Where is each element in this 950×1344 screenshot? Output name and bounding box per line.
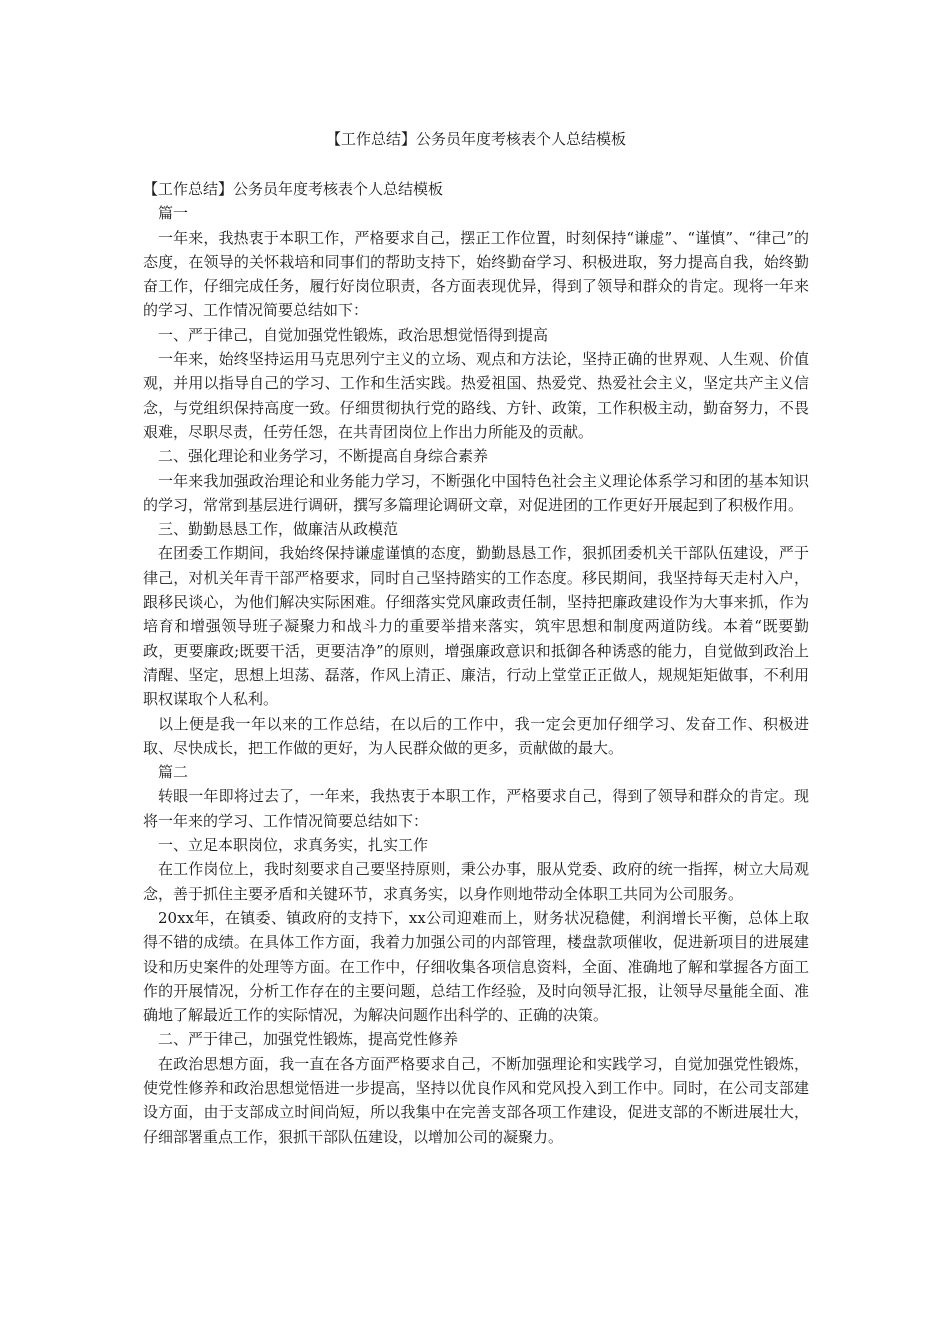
body-paragraph: 一年来，始终坚持运用马克思列宁主义的立场、观点和方法论，坚持正确的世界观、人生观、价值观，并用以指导自己的学习、工作和生活实践。热爱祖国、热爱党、热爱社会主义，坚定共产主义信念，与党组织保持高度一致。仔细贯彻执行党的路线、方针、政策，工作积极主动，勤奋努力，不畏艰难，尽职尽责，任劳任怨，在共青团岗位上作出力所能及的贡献。 [143,350,809,441]
section-heading: 一、立足本职岗位，求真务实，扎实工作 [158,836,429,855]
section-heading: 一、严于律己，自觉加强党性锻炼，政治思想觉悟得到提高 [158,325,549,344]
document-body [143,177,809,1149]
section-label: 篇二 [158,763,189,782]
body-paragraph: 转眼一年即将过去了，一年来，我热衷于本职工作，严格要求自己，得到了领导和群众的肯定。现将一年来的学习、工作情况简要总结如下： [143,787,809,830]
body-paragraph: 一年来我加强政治理论和业务能力学习，不断强化中国特色社会主义理论体系学习和团的基本知识的学习，常常到基层进行调研，撰写多篇理论调研文章，对促进团的工作更好开展起到了积极作用。 [143,471,809,514]
body-paragraph: 【工作总结】公务员年度考核表个人总结模板 [143,180,444,198]
section-heading: 二、强化理论和业务学习，不断提高自身综合素养 [158,447,489,466]
body-paragraph: 20xx年，在镇委、镇政府的支持下，xx公司迎难而上，财务状况稳健，利润增长平衡，总体上取得不错的成绩。在具体工作方面，我着力加强公司的内部管理，楼盘款项催收，促进新项目的进展建设和历史案件的处理等方面。在工作中，仔细收集各项信息资料，全面、准确地了解和掌握各方面工作的开展情况，分析工作存在的主要问题，总结工作经验，及时向领导汇报，让领导尽量能全面、准确地了解最近工作的实际情况，为解决问题作出科学的、正确的决策。 [143,908,809,1025]
section-heading: 二、严于律己，加强党性锻炼，提高党性修养 [158,1030,459,1049]
body-paragraph: 在政治思想方面，我一直在各方面严格要求自己，不断加强理论和实践学习，自觉加强党性锻炼，使党性修养和政治思想觉悟进一步提高，坚持以优良作风和党风投入到工作中。同时，在公司支部建设方面，由于支部成立时间尚短，所以我集中在完善支部各项工作建设，促进支部的不断进展壮大，仔细部署重点工作，狠抓干部队伍建设，以增加公司的凝聚力。 [143,1054,809,1146]
section-heading: 三、勤勤恳恳工作，做廉洁从政模范 [158,520,399,539]
body-paragraph: 一年来，我热衷于本职工作，严格要求自己，摆正工作位置，时刻保持“谦虚”、“谨慎”、“律己”的态度，在领导的关怀栽培和同事们的帮助支持下，始终勤奋学习、积极进取，努力提高自我，始终勤奋工作，仔细完成任务，履行好岗位职责，各方面表现优异，得到了领导和群众的肯定。现将一年来的学习、工作情况简要总结如下： [143,228,809,320]
body-paragraph: 在团委工作期间，我始终保持谦虚谨慎的态度，勤勤恳恳工作，狠抓团委机关干部队伍建设，严于律己，对机关年青干部严格要求，同时自己坚持踏实的工作态度。移民期间，我坚持每天走村入户，跟移民谈心，为他们解决实际困难。仔细落实党风廉政责任制，坚持把廉政建设作为大事来抓，作为培育和增强领导班子凝聚力和战斗力的重要举措来落实，筑牢思想和制度两道防线。本着“既要勤政，更要廉政;既要干活，更要洁净”的原则，增强廉政意识和抵御各种诱惑的能力，自觉做到政治上清醒、坚定，思想上坦荡、磊落，作风上清正、廉洁，行动上堂堂正正做人，规规矩矩做事，不利用职权谋取个人私利。 [143,544,809,709]
body-paragraph: 以上便是我一年以来的工作总结，在以后的工作中，我一定会更加仔细学习、发奋工作、积极进取、尽快成长，把工作做的更好，为人民群众做的更多，贡献做的最大。 [143,714,809,757]
document-title: 【工作总结】公务员年度考核表个人总结模板 [325,130,626,148]
body-paragraph: 在工作岗位上，我时刻要求自己要坚持原则，秉公办事，服从党委、政府的统一指挥，树立大局观念，善于抓住主要矛盾和关键环节，求真务实，以身作则地带动全体职工共同为公司服务。 [143,860,809,903]
section-label: 篇一 [158,204,189,223]
